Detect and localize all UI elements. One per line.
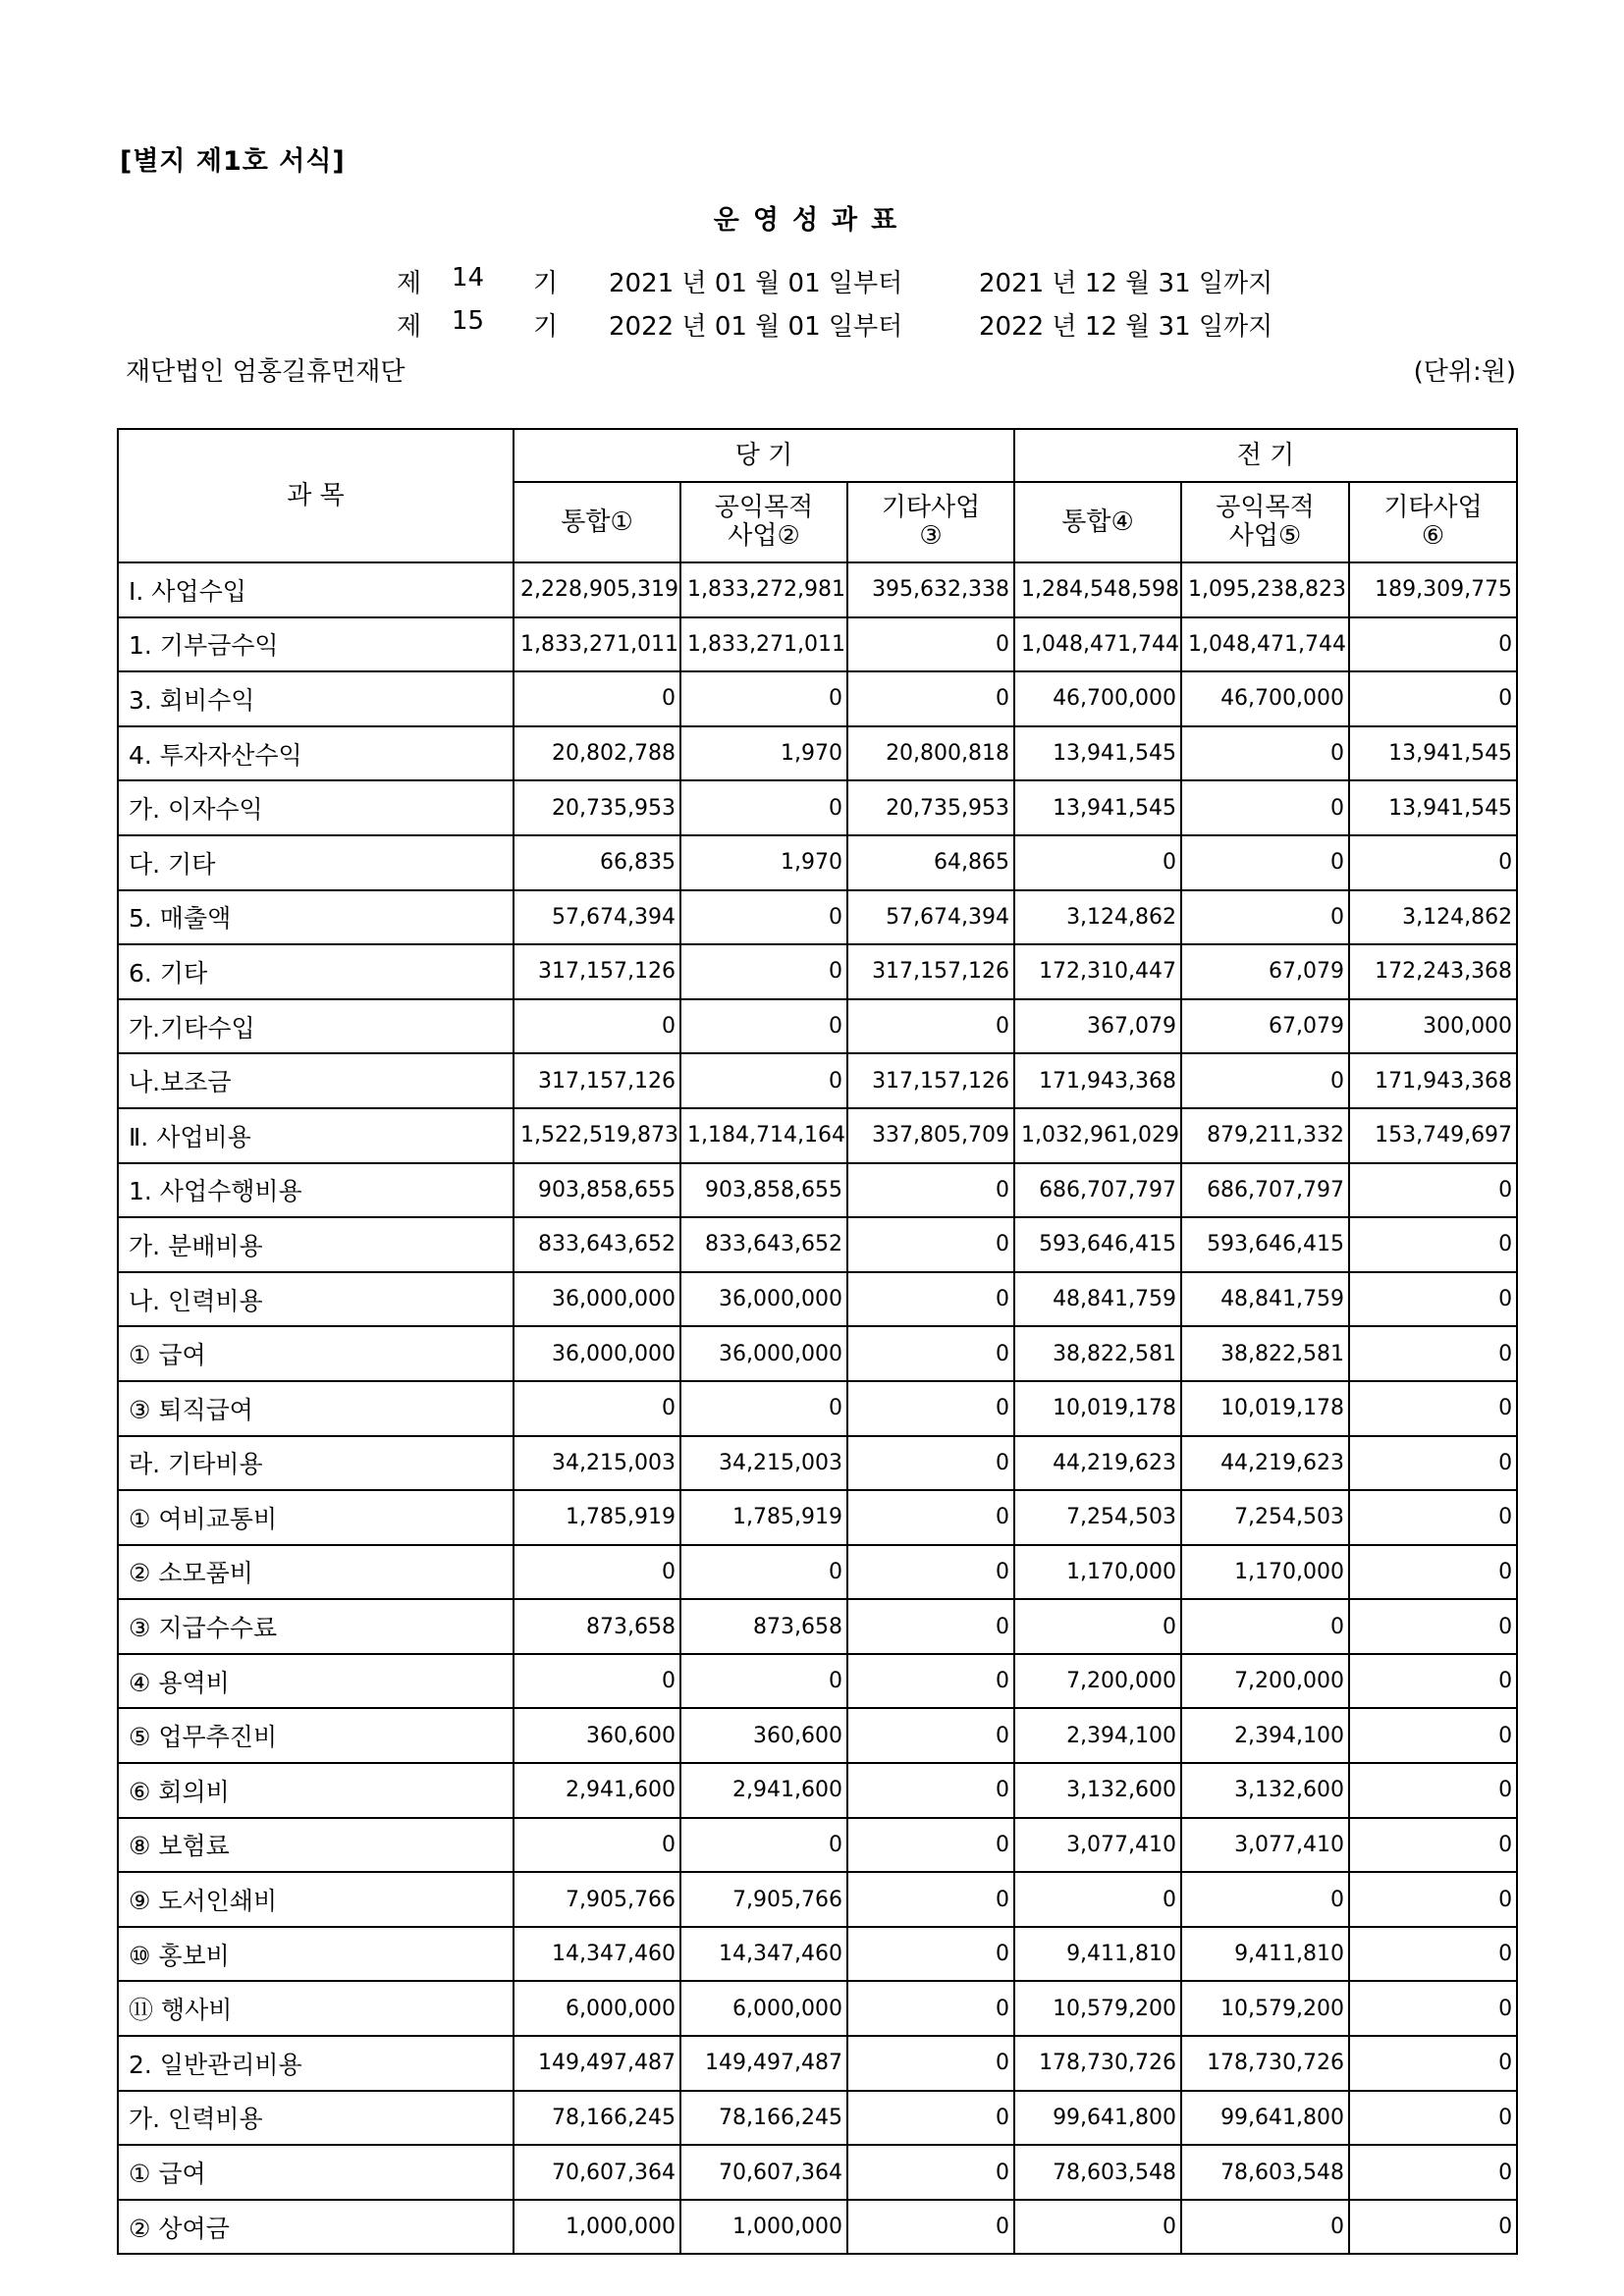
value-cell: 70,607,364 <box>514 2145 680 2200</box>
sub-header-line1: 기타사업 <box>1383 493 1483 523</box>
sub-header-line2: 사업⑤ <box>1228 521 1302 551</box>
sub-header-col-1 <box>514 482 680 562</box>
row-label: ① 급여 <box>118 1326 514 1381</box>
period-number: 14 <box>452 263 485 293</box>
value-cell: 0 <box>847 1708 1014 1763</box>
row-label: ⑨ 도서인쇄비 <box>118 1872 514 1927</box>
row-label: Ⅱ. 사업비용 <box>118 1108 514 1163</box>
value-cell: 46,700,000 <box>1014 671 1181 726</box>
table-row <box>118 2036 1517 2091</box>
value-cell: 7,905,766 <box>514 1872 680 1927</box>
table-row <box>118 1108 1517 1163</box>
row-label: ⑤ 업무추진비 <box>118 1708 514 1763</box>
value-cell: 3,077,410 <box>1181 1818 1349 1873</box>
table-row <box>118 1545 1517 1600</box>
value-cell: 0 <box>1181 780 1349 835</box>
value-cell: 300,000 <box>1349 999 1517 1054</box>
value-cell: 67,079 <box>1181 999 1349 1054</box>
value-cell: 1,785,919 <box>514 1490 680 1545</box>
value-cell: 36,000,000 <box>680 1272 847 1327</box>
value-cell: 171,943,368 <box>1349 1053 1517 1108</box>
value-cell: 0 <box>1349 1490 1517 1545</box>
value-cell: 7,254,503 <box>1014 1490 1181 1545</box>
value-cell: 7,905,766 <box>680 1872 847 1927</box>
value-cell: 20,800,818 <box>847 726 1014 781</box>
value-cell: 7,200,000 <box>1181 1654 1349 1709</box>
header-previous-period: 전 기 <box>1014 429 1517 482</box>
sub-header-line1: 통합① <box>561 507 633 537</box>
value-cell: 0 <box>1349 1545 1517 1600</box>
value-cell: 2,394,100 <box>1181 1708 1349 1763</box>
value-cell: 36,000,000 <box>514 1272 680 1327</box>
value-cell: 6,000,000 <box>680 1981 847 2036</box>
value-cell: 1,000,000 <box>680 2200 847 2255</box>
table-row <box>118 999 1517 1054</box>
row-label: 1. 기부금수익 <box>118 617 514 672</box>
table-row <box>118 2200 1517 2255</box>
period-je: 제 <box>397 269 422 298</box>
value-cell: 48,841,759 <box>1181 1272 1349 1327</box>
value-cell: 1,785,919 <box>680 1490 847 1545</box>
value-cell: 1,170,000 <box>1181 1545 1349 1600</box>
value-cell: 6,000,000 <box>514 1981 680 2036</box>
sub-header-col-5 <box>1181 482 1349 562</box>
value-cell: 0 <box>847 1381 1014 1436</box>
value-cell: 10,579,200 <box>1014 1981 1181 2036</box>
value-cell: 14,347,460 <box>514 1927 680 1982</box>
value-cell: 0 <box>1349 1326 1517 1381</box>
table-row <box>118 2091 1517 2146</box>
value-cell: 0 <box>847 2036 1014 2091</box>
value-cell: 36,000,000 <box>680 1326 847 1381</box>
value-cell: 0 <box>847 1599 1014 1654</box>
table-row <box>118 1818 1517 1873</box>
document-title: 운영성과표 <box>713 205 911 236</box>
value-cell: 0 <box>1349 2036 1517 2091</box>
value-cell: 44,219,623 <box>1014 1436 1181 1491</box>
row-label: ⑥ 회의비 <box>118 1763 514 1818</box>
value-cell: 0 <box>847 2200 1014 2255</box>
value-cell: 2,228,905,319 <box>514 562 680 617</box>
table-row <box>118 1654 1517 1709</box>
value-cell: 0 <box>514 999 680 1054</box>
value-cell: 0 <box>1181 835 1349 890</box>
row-label: 6. 기타 <box>118 944 514 999</box>
row-label: 나.보조금 <box>118 1053 514 1108</box>
value-cell: 360,600 <box>680 1708 847 1763</box>
table-row <box>118 1599 1517 1654</box>
value-cell: 833,643,652 <box>514 1217 680 1272</box>
value-cell: 36,000,000 <box>514 1326 680 1381</box>
value-cell: 0 <box>847 1654 1014 1709</box>
value-cell: 7,200,000 <box>1014 1654 1181 1709</box>
value-cell: 0 <box>847 1163 1014 1218</box>
value-cell: 0 <box>847 2091 1014 2146</box>
value-cell: 0 <box>1349 2091 1517 2146</box>
table-row <box>118 1436 1517 1491</box>
value-cell: 149,497,487 <box>680 2036 847 2091</box>
value-cell: 0 <box>1349 1381 1517 1436</box>
value-cell: 367,079 <box>1014 999 1181 1054</box>
value-cell: 0 <box>1349 1818 1517 1873</box>
value-cell: 0 <box>847 671 1014 726</box>
value-cell: 20,802,788 <box>514 726 680 781</box>
unit-label: (단위:원) <box>1413 357 1516 387</box>
row-label: 가. 분배비용 <box>118 1217 514 1272</box>
value-cell: 1,833,272,981 <box>680 562 847 617</box>
value-cell: 0 <box>514 1545 680 1600</box>
row-label: ③ 지급수수료 <box>118 1599 514 1654</box>
value-cell: 13,941,545 <box>1014 780 1181 835</box>
table-row <box>118 1981 1517 2036</box>
value-cell: 0 <box>680 944 847 999</box>
table-row <box>118 1872 1517 1927</box>
row-label: 2. 일반관리비용 <box>118 2036 514 2091</box>
value-cell: 0 <box>1181 2200 1349 2255</box>
value-cell: 78,603,548 <box>1014 2145 1181 2200</box>
sub-header-col-2 <box>680 482 847 562</box>
value-cell: 1,970 <box>680 726 847 781</box>
value-cell: 0 <box>847 1217 1014 1272</box>
table-row <box>118 617 1517 672</box>
table-row <box>118 1163 1517 1218</box>
value-cell: 0 <box>1349 2200 1517 2255</box>
table-row <box>118 1053 1517 1108</box>
value-cell: 171,943,368 <box>1014 1053 1181 1108</box>
row-label: 다. 기타 <box>118 835 514 890</box>
organization-name: 재단법인 엄홍길휴먼재단 <box>126 357 406 387</box>
value-cell: 0 <box>1181 890 1349 945</box>
value-cell: 0 <box>680 780 847 835</box>
value-cell: 0 <box>847 1545 1014 1600</box>
value-cell: 0 <box>1014 835 1181 890</box>
value-cell: 1,184,714,164 <box>680 1108 847 1163</box>
value-cell: 873,658 <box>514 1599 680 1654</box>
period-from: 2021 년 01 월 01 일부터 <box>609 269 903 298</box>
value-cell: 317,157,126 <box>514 1053 680 1108</box>
value-cell: 903,858,655 <box>680 1163 847 1218</box>
row-label: 가. 인력비용 <box>118 2091 514 2146</box>
value-cell: 0 <box>680 671 847 726</box>
period-je: 제 <box>397 312 422 342</box>
value-cell: 0 <box>1181 1053 1349 1108</box>
row-label: ① 여비교통비 <box>118 1490 514 1545</box>
table-row <box>118 1708 1517 1763</box>
row-label: 4. 투자자산수익 <box>118 726 514 781</box>
table-row <box>118 562 1517 617</box>
table-row <box>118 2145 1517 2200</box>
sub-header-line1: 공익목적 <box>714 493 814 523</box>
value-cell: 686,707,797 <box>1014 1163 1181 1218</box>
value-cell: 0 <box>514 1654 680 1709</box>
value-cell: 7,254,503 <box>1181 1490 1349 1545</box>
sub-header-col-6 <box>1349 482 1517 562</box>
row-label: Ⅰ. 사업수입 <box>118 562 514 617</box>
value-cell: 178,730,726 <box>1014 2036 1181 2091</box>
value-cell: 1,833,271,011 <box>680 617 847 672</box>
row-label: 3. 회비수익 <box>118 671 514 726</box>
period-to: 2021 년 12 월 31 일까지 <box>979 269 1273 298</box>
form-label: [별지 제1호 서식] <box>120 146 346 177</box>
value-cell: 9,411,810 <box>1181 1927 1349 1982</box>
row-label: 가.기타수입 <box>118 999 514 1054</box>
value-cell: 38,822,581 <box>1014 1326 1181 1381</box>
value-cell: 0 <box>847 1872 1014 1927</box>
value-cell: 833,643,652 <box>680 1217 847 1272</box>
value-cell: 0 <box>1349 1981 1517 2036</box>
value-cell: 873,658 <box>680 1599 847 1654</box>
value-cell: 13,941,545 <box>1349 780 1517 835</box>
value-cell: 0 <box>1349 1654 1517 1709</box>
value-cell: 1,000,000 <box>514 2200 680 2255</box>
value-cell: 46,700,000 <box>1181 671 1349 726</box>
value-cell: 0 <box>680 1818 847 1873</box>
value-cell: 3,077,410 <box>1014 1818 1181 1873</box>
value-cell: 1,170,000 <box>1014 1545 1181 1600</box>
value-cell: 13,941,545 <box>1349 726 1517 781</box>
value-cell: 0 <box>514 1818 680 1873</box>
table-row <box>118 1217 1517 1272</box>
value-cell: 0 <box>1349 617 1517 672</box>
value-cell: 3,124,862 <box>1014 890 1181 945</box>
value-cell: 0 <box>1349 1927 1517 1982</box>
row-label: ⑩ 홍보비 <box>118 1927 514 1982</box>
value-cell: 686,707,797 <box>1181 1163 1349 1218</box>
value-cell: 0 <box>847 1927 1014 1982</box>
value-cell: 0 <box>1349 1436 1517 1491</box>
value-cell: 64,865 <box>847 835 1014 890</box>
value-cell: 178,730,726 <box>1181 2036 1349 2091</box>
sub-header-line1: 통합④ <box>1061 507 1134 537</box>
value-cell: 0 <box>847 1326 1014 1381</box>
value-cell: 0 <box>1349 1217 1517 1272</box>
period-number: 15 <box>452 306 485 336</box>
row-label: 나. 인력비용 <box>118 1272 514 1327</box>
value-cell: 0 <box>847 1981 1014 2036</box>
value-cell: 903,858,655 <box>514 1163 680 1218</box>
value-cell: 0 <box>847 1272 1014 1327</box>
sub-header-line1: 기타사업 <box>881 493 981 523</box>
value-cell: 2,941,600 <box>680 1763 847 1818</box>
table-row <box>118 1381 1517 1436</box>
value-cell: 34,215,003 <box>514 1436 680 1491</box>
row-label: ② 상여금 <box>118 2200 514 2255</box>
value-cell: 0 <box>847 1763 1014 1818</box>
value-cell: 78,166,245 <box>680 2091 847 2146</box>
table-row <box>118 835 1517 890</box>
row-label: ④ 용역비 <box>118 1654 514 1709</box>
value-cell: 1,833,271,011 <box>514 617 680 672</box>
value-cell: 0 <box>680 1654 847 1709</box>
row-label: ⑧ 보험료 <box>118 1818 514 1873</box>
value-cell: 78,603,548 <box>1181 2145 1349 2200</box>
row-label: ③ 퇴직급여 <box>118 1381 514 1436</box>
value-cell: 1,032,961,029 <box>1014 1108 1181 1163</box>
table-row <box>118 671 1517 726</box>
value-cell: 13,941,545 <box>1014 726 1181 781</box>
value-cell: 395,632,338 <box>847 562 1014 617</box>
value-cell: 70,607,364 <box>680 2145 847 2200</box>
value-cell: 10,019,178 <box>1181 1381 1349 1436</box>
value-cell: 99,641,800 <box>1181 2091 1349 2146</box>
value-cell: 57,674,394 <box>847 890 1014 945</box>
value-cell: 0 <box>847 1490 1014 1545</box>
value-cell: 360,600 <box>514 1708 680 1763</box>
value-cell: 879,211,332 <box>1181 1108 1349 1163</box>
value-cell: 1,095,238,823 <box>1181 562 1349 617</box>
value-cell: 0 <box>1349 1763 1517 1818</box>
sub-header-col-3 <box>847 482 1014 562</box>
sub-header-line2: ③ <box>919 521 943 551</box>
row-label: 라. 기타비용 <box>118 1436 514 1491</box>
period-line-15 <box>0 306 1624 340</box>
row-label: ① 급여 <box>118 2145 514 2200</box>
table-row <box>118 780 1517 835</box>
value-cell: 0 <box>1349 1272 1517 1327</box>
header-subject: 과 목 <box>118 429 514 562</box>
value-cell: 1,284,548,598 <box>1014 562 1181 617</box>
value-cell: 0 <box>847 2145 1014 2200</box>
value-cell: 20,735,953 <box>514 780 680 835</box>
value-cell: 153,749,697 <box>1349 1108 1517 1163</box>
value-cell: 1,970 <box>680 835 847 890</box>
value-cell: 0 <box>680 1381 847 1436</box>
table-row <box>118 1490 1517 1545</box>
value-cell: 34,215,003 <box>680 1436 847 1491</box>
table-row <box>118 944 1517 999</box>
value-cell: 3,132,600 <box>1014 1763 1181 1818</box>
value-cell: 0 <box>1014 1599 1181 1654</box>
value-cell: 0 <box>1181 726 1349 781</box>
value-cell: 172,310,447 <box>1014 944 1181 999</box>
value-cell: 317,157,126 <box>847 944 1014 999</box>
value-cell: 337,805,709 <box>847 1108 1014 1163</box>
value-cell: 0 <box>1181 1599 1349 1654</box>
value-cell: 0 <box>514 671 680 726</box>
value-cell: 0 <box>1349 1708 1517 1763</box>
value-cell: 317,157,126 <box>847 1053 1014 1108</box>
value-cell: 0 <box>847 1436 1014 1491</box>
value-cell: 172,243,368 <box>1349 944 1517 999</box>
period-from: 2022 년 01 월 01 일부터 <box>609 312 903 342</box>
value-cell: 14,347,460 <box>680 1927 847 1982</box>
value-cell: 0 <box>680 999 847 1054</box>
value-cell: 0 <box>1014 2200 1181 2255</box>
value-cell: 99,641,800 <box>1014 2091 1181 2146</box>
value-cell: 10,579,200 <box>1181 1981 1349 2036</box>
header-current-period: 당 기 <box>514 429 1014 482</box>
value-cell: 0 <box>680 1545 847 1600</box>
operating-results-table <box>117 428 1518 2255</box>
value-cell: 0 <box>1181 1872 1349 1927</box>
value-cell: 48,841,759 <box>1014 1272 1181 1327</box>
period-gi: 기 <box>533 269 559 298</box>
value-cell: 0 <box>1014 1872 1181 1927</box>
value-cell: 20,735,953 <box>847 780 1014 835</box>
period-line-14 <box>0 263 1624 296</box>
table-row <box>118 890 1517 945</box>
value-cell: 66,835 <box>514 835 680 890</box>
value-cell: 0 <box>680 1053 847 1108</box>
value-cell: 0 <box>1349 1599 1517 1654</box>
value-cell: 317,157,126 <box>514 944 680 999</box>
row-label: ② 소모품비 <box>118 1545 514 1600</box>
sub-header-line2: ⑥ <box>1421 521 1445 551</box>
sub-header-line1: 공익목적 <box>1216 493 1315 523</box>
value-cell: 10,019,178 <box>1014 1381 1181 1436</box>
value-cell: 0 <box>847 999 1014 1054</box>
row-label: 가. 이자수익 <box>118 780 514 835</box>
period-gi: 기 <box>533 312 559 342</box>
table-row <box>118 1272 1517 1327</box>
row-label: ⑪ 행사비 <box>118 1981 514 2036</box>
value-cell: 3,124,862 <box>1349 890 1517 945</box>
table-row <box>118 1326 1517 1381</box>
value-cell: 78,166,245 <box>514 2091 680 2146</box>
value-cell: 1,048,471,744 <box>1181 617 1349 672</box>
sub-header-col-4 <box>1014 482 1181 562</box>
value-cell: 2,394,100 <box>1014 1708 1181 1763</box>
value-cell: 9,411,810 <box>1014 1927 1181 1982</box>
value-cell: 0 <box>680 890 847 945</box>
value-cell: 593,646,415 <box>1014 1217 1181 1272</box>
value-cell: 1,522,519,873 <box>514 1108 680 1163</box>
value-cell: 0 <box>1349 1163 1517 1218</box>
value-cell: 0 <box>1349 835 1517 890</box>
value-cell: 0 <box>1349 671 1517 726</box>
value-cell: 67,079 <box>1181 944 1349 999</box>
table-row <box>118 726 1517 781</box>
value-cell: 0 <box>847 1818 1014 1873</box>
row-label: 1. 사업수행비용 <box>118 1163 514 1218</box>
value-cell: 57,674,394 <box>514 890 680 945</box>
value-cell: 0 <box>1349 2145 1517 2200</box>
value-cell: 0 <box>1349 1872 1517 1927</box>
value-cell: 44,219,623 <box>1181 1436 1349 1491</box>
row-label: 5. 매출액 <box>118 890 514 945</box>
value-cell: 189,309,775 <box>1349 562 1517 617</box>
sub-header-line2: 사업② <box>728 521 800 551</box>
value-cell: 3,132,600 <box>1181 1763 1349 1818</box>
period-to: 2022 년 12 월 31 일까지 <box>979 312 1273 342</box>
table-row <box>118 1927 1517 1982</box>
value-cell: 0 <box>847 617 1014 672</box>
value-cell: 2,941,600 <box>514 1763 680 1818</box>
value-cell: 0 <box>514 1381 680 1436</box>
value-cell: 1,048,471,744 <box>1014 617 1181 672</box>
table-row <box>118 1763 1517 1818</box>
value-cell: 38,822,581 <box>1181 1326 1349 1381</box>
value-cell: 149,497,487 <box>514 2036 680 2091</box>
value-cell: 593,646,415 <box>1181 1217 1349 1272</box>
